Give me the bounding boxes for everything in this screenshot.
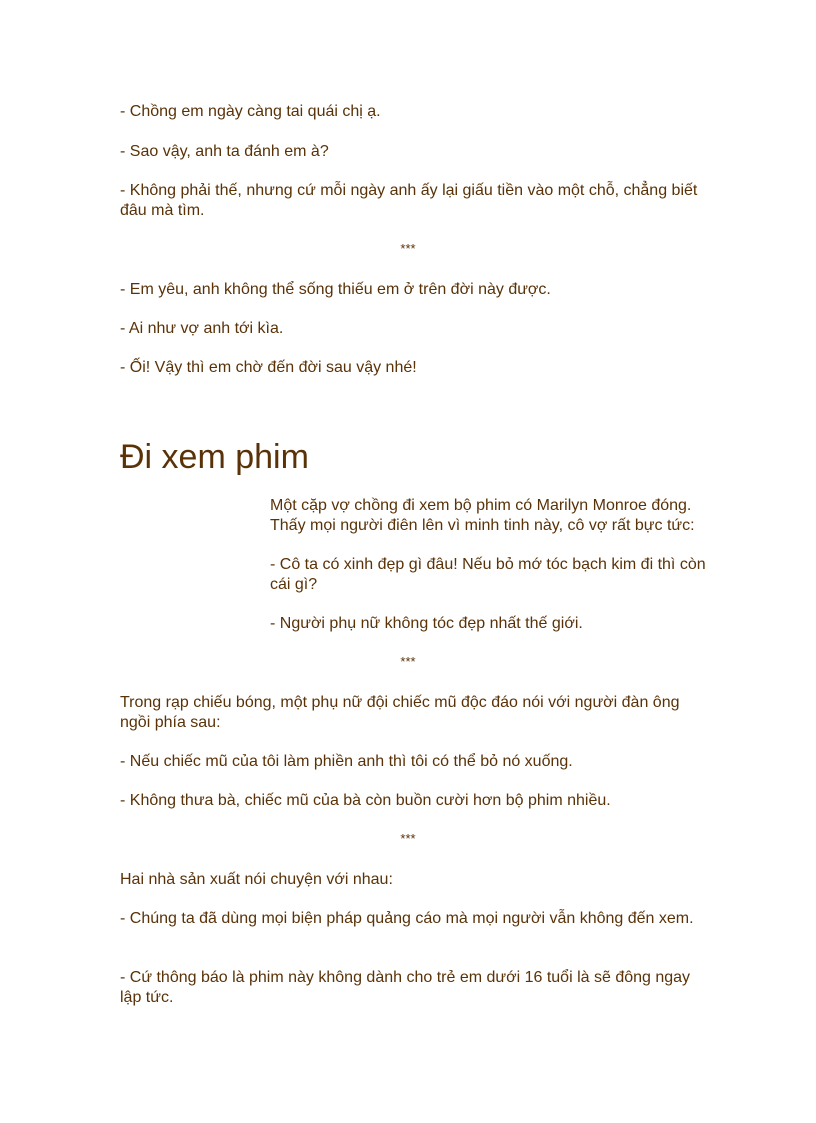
separator: *** xyxy=(400,831,416,846)
story1-paragraph-1: Một cặp vợ chồng đi xem bộ phim có Marilyn Monroe đóng. Thấy mọi người điên lên vì minh tinh này, cô vợ rất bực tức: xyxy=(270,497,695,534)
separator: *** xyxy=(400,241,416,256)
story2-paragraph-3: - Không thưa bà, chiếc mũ của bà còn buồn cười hơn bộ phim nhiều. xyxy=(120,792,611,809)
story3-paragraph-3: - Cứ thông báo là phim này không dành cho trẻ em dưới 16 tuổi là sẽ đông ngay lập tức. xyxy=(120,969,691,1006)
section-title: Đi xem phim xyxy=(120,438,309,476)
paragraph-2: - Sao vậy, anh ta đánh em à? xyxy=(120,143,329,160)
story3-paragraph-1: Hai nhà sản xuất nói chuyện với nhau: xyxy=(120,871,393,888)
story3-paragraph-2: - Chúng ta đã dùng mọi biện pháp quảng cáo mà mọi người vẫn không đến xem. xyxy=(120,910,694,927)
paragraph-3: - Không phải thế, nhưng cứ mỗi ngày anh ấy lại giấu tiền vào một chỗ, chẳng biết đâu mà tìm. xyxy=(120,182,698,219)
story1-paragraph-2: - Cô ta có xinh đẹp gì đâu! Nếu bỏ mớ tóc bạch kim đi thì còn cái gì? xyxy=(270,556,706,593)
paragraph-1: - Chồng em ngày càng tai quái chị ạ. xyxy=(120,103,381,120)
story2-paragraph-2: - Nếu chiếc mũ của tôi làm phiền anh thì tôi có thể bỏ nó xuống. xyxy=(120,753,573,770)
paragraph-6: - Ối! Vậy thì em chờ đến đời sau vậy nhé! xyxy=(120,359,417,376)
story2-paragraph-1: Trong rạp chiếu bóng, một phụ nữ đội chiếc mũ độc đáo nói với người đàn ông ngồi phía sau: xyxy=(120,694,680,731)
story1-paragraph-3: - Người phụ nữ không tóc đẹp nhất thế giới. xyxy=(270,615,583,632)
paragraph-5: - Ai như vợ anh tới kìa. xyxy=(120,320,284,337)
separator: *** xyxy=(400,654,416,669)
paragraph-4: - Em yêu, anh không thể sống thiếu em ở trên đời này được. xyxy=(120,281,551,298)
